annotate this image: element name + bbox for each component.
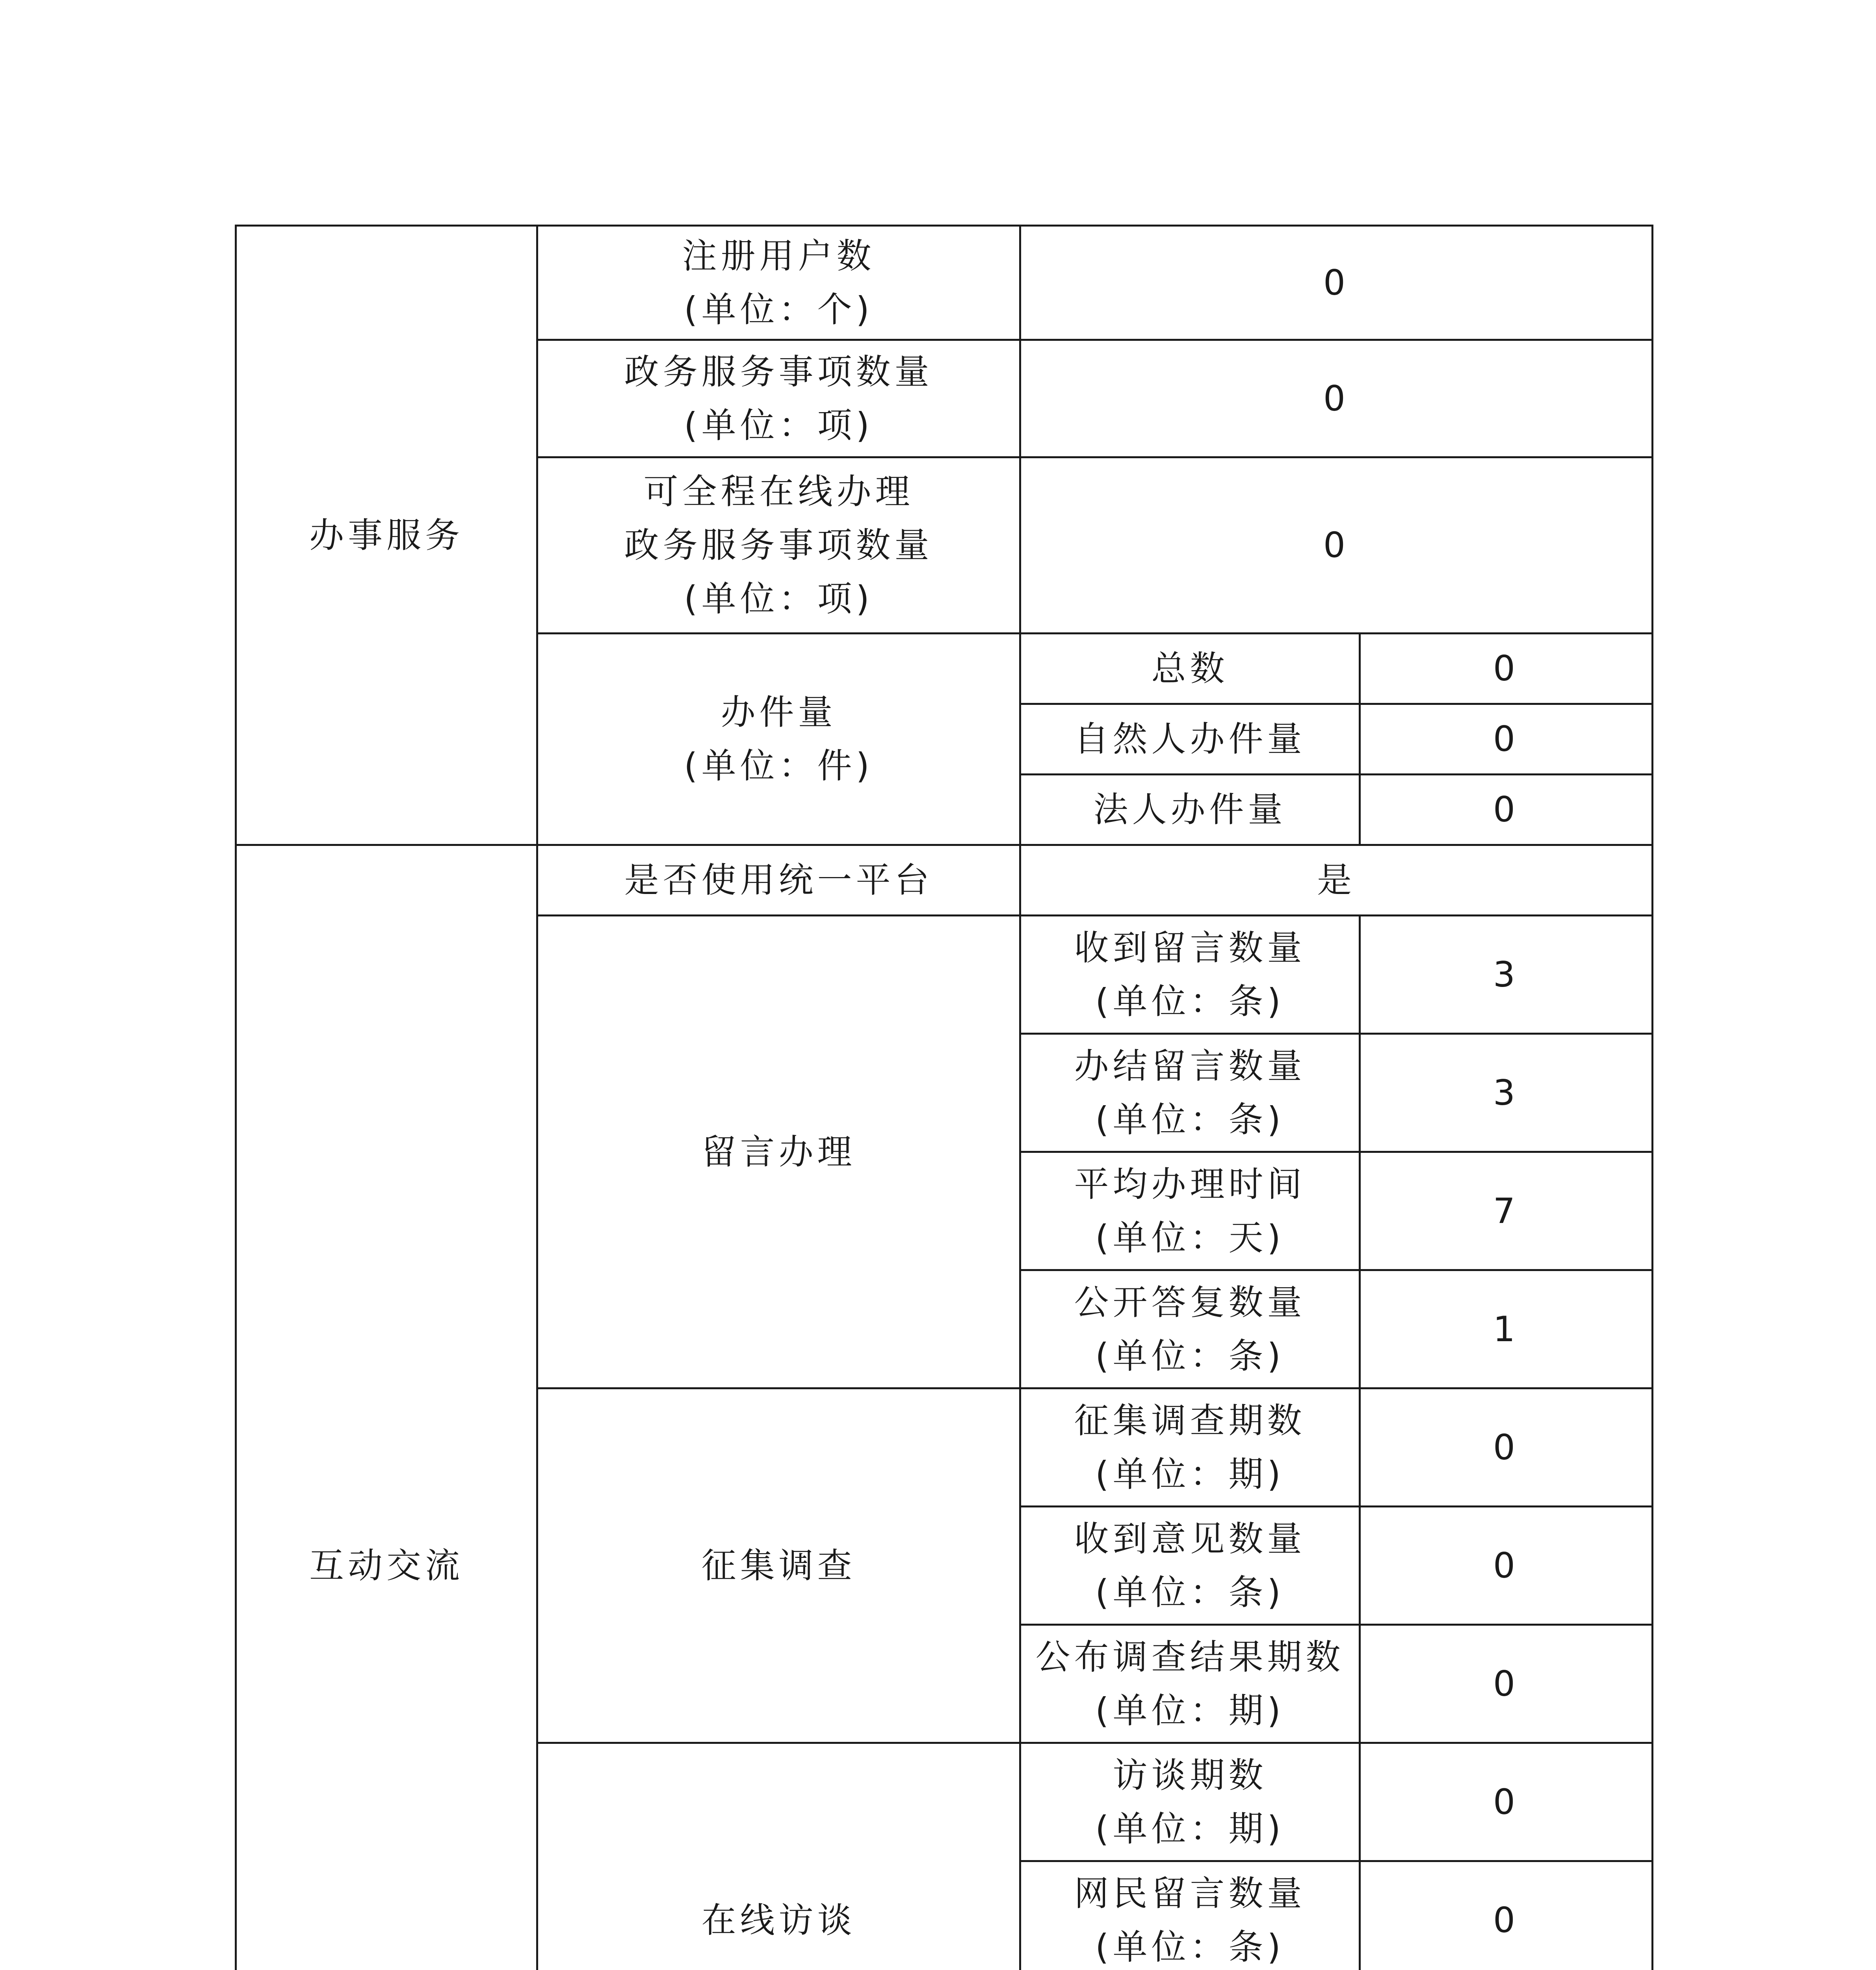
interview-messages-value: 0 — [1360, 1861, 1653, 1970]
statistics-table — [235, 225, 1653, 1970]
survey-results-label: 公布调查结果期数 (单位：期) — [1020, 1625, 1360, 1743]
interview-periods-label: 访谈期数 (单位：期) — [1020, 1743, 1360, 1861]
service-items-label: 政务服务事项数量 (单位：项) — [537, 340, 1020, 457]
handling-natural-label: 自然人办件量 — [1020, 704, 1360, 775]
survey-opinions-value: 0 — [1360, 1507, 1653, 1625]
interview-label: 在线访谈 — [537, 1743, 1020, 1970]
survey-opinions-label: 收到意见数量 (单位：条) — [1020, 1507, 1360, 1625]
table-row — [236, 845, 1653, 916]
category-service: 办事服务 — [236, 226, 537, 845]
handling-label: 办件量 (单位：件) — [537, 634, 1020, 845]
interview-messages-label: 网民留言数量 (单位：条) — [1020, 1861, 1360, 1970]
handling-legal-label: 法人办件量 — [1020, 775, 1360, 845]
messages-label: 留言办理 — [537, 916, 1020, 1388]
messages-public-replies-label: 公开答复数量 (单位：条) — [1020, 1270, 1360, 1388]
handling-total-value: 0 — [1360, 634, 1653, 704]
registered-users-label: 注册用户数 (单位：个) — [537, 226, 1020, 340]
online-items-value: 0 — [1020, 457, 1653, 634]
messages-avg-time-value: 7 — [1360, 1152, 1653, 1270]
messages-received-label: 收到留言数量 (单位：条) — [1020, 916, 1360, 1034]
survey-periods-label: 征集调查期数 (单位：期) — [1020, 1388, 1360, 1507]
messages-completed-label: 办结留言数量 (单位：条) — [1020, 1034, 1360, 1152]
survey-label: 征集调查 — [537, 1388, 1020, 1743]
category-interaction: 互动交流 — [236, 845, 537, 1970]
registered-users-value: 0 — [1020, 226, 1653, 340]
unified-platform-label: 是否使用统一平台 — [537, 845, 1020, 916]
messages-received-value: 3 — [1360, 916, 1653, 1034]
survey-results-value: 0 — [1360, 1625, 1653, 1743]
messages-public-replies-value: 1 — [1360, 1270, 1653, 1388]
interview-periods-value: 0 — [1360, 1743, 1653, 1861]
messages-completed-value: 3 — [1360, 1034, 1653, 1152]
handling-natural-value: 0 — [1360, 704, 1653, 775]
service-items-value: 0 — [1020, 340, 1653, 457]
table-row — [236, 226, 1653, 340]
messages-avg-time-label: 平均办理时间 (单位：天) — [1020, 1152, 1360, 1270]
unified-platform-value: 是 — [1020, 845, 1653, 916]
survey-periods-value: 0 — [1360, 1388, 1653, 1507]
handling-total-label: 总数 — [1020, 634, 1360, 704]
online-items-label: 可全程在线办理 政务服务事项数量 (单位：项) — [537, 457, 1020, 634]
handling-legal-value: 0 — [1360, 775, 1653, 845]
